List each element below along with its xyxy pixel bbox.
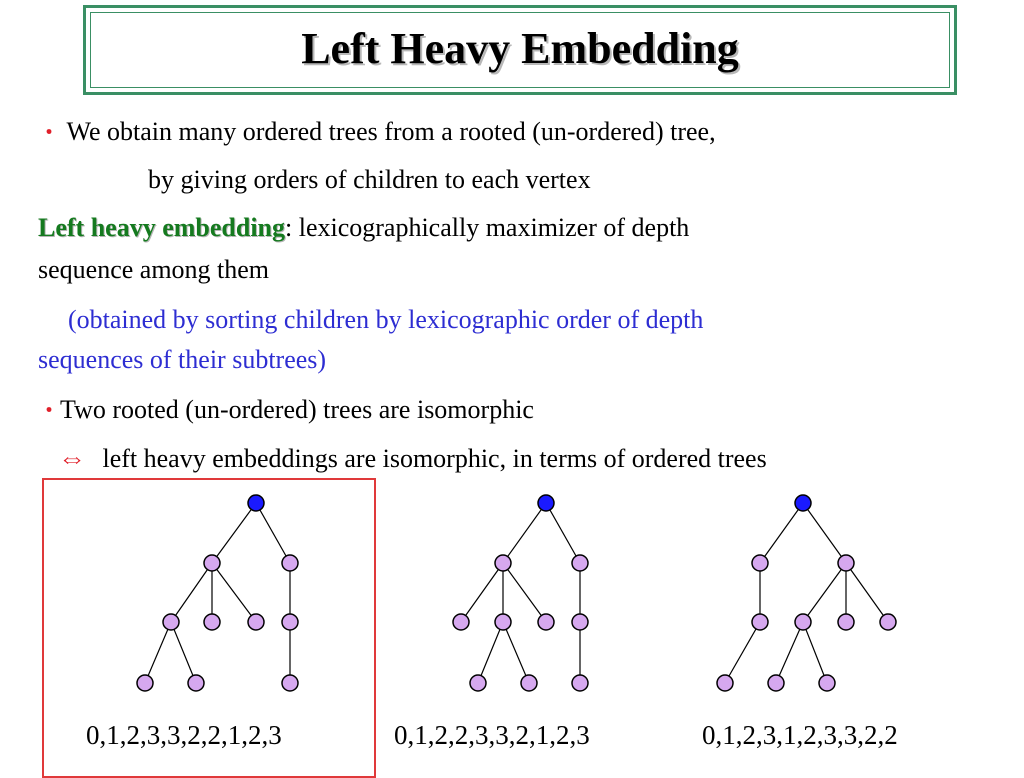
tree-2-node <box>538 614 554 630</box>
tree-2-node <box>572 614 588 630</box>
bullet-text-1: We obtain many ordered trees from a rooted (un-ordered) tree, <box>66 117 716 146</box>
depth-sequence-3: 0,1,2,3,1,2,3,3,2,2 <box>702 720 898 750</box>
note-line-2: sequences of their subtrees) <box>38 345 327 374</box>
tree-2-node <box>521 675 537 691</box>
tree-2-node <box>495 614 511 630</box>
term-left-heavy-embedding: Left heavy embedding <box>38 213 285 242</box>
tree-1 <box>145 503 290 683</box>
tree-3-node <box>880 614 896 630</box>
tree-3-node <box>717 675 733 691</box>
tree-1-node <box>282 555 298 571</box>
tree-3-node <box>752 614 768 630</box>
tree-1-node <box>248 614 264 630</box>
tree-1-node <box>282 614 298 630</box>
tree-1-node <box>204 614 220 630</box>
depth-sequence-2: 0,1,2,2,3,3,2,1,2,3 <box>394 720 590 750</box>
tree-3-node <box>752 555 768 571</box>
tree-1-root-node <box>248 495 264 511</box>
tree-2-node <box>495 555 511 571</box>
tree-1-node <box>163 614 179 630</box>
tree-3-node <box>838 614 854 630</box>
tree-1-node <box>204 555 220 571</box>
tree-2-node <box>453 614 469 630</box>
definition-text: : lexicographically maximizer of depth <box>285 213 690 242</box>
tree-2-node <box>470 675 486 691</box>
tree-1-node <box>137 675 153 691</box>
tree-3-node <box>838 555 854 571</box>
tree-3-root-node <box>795 495 811 511</box>
tree-2 <box>461 503 580 683</box>
tree-2-root-node <box>538 495 554 511</box>
page-title: Left Heavy Embedding <box>301 23 739 73</box>
tree-3-nodes <box>717 495 896 691</box>
tree-2-node <box>572 675 588 691</box>
bullet-text-2: Two rooted (un-ordered) trees are isomorphic <box>60 395 534 424</box>
tree-1-nodes <box>137 495 298 691</box>
bullet-marker-2: ・ <box>38 398 61 423</box>
iff-text: left heavy embeddings are isomorphic, in terms of ordered trees <box>102 444 767 473</box>
tree-1-node <box>188 675 204 691</box>
tree-3-node <box>819 675 835 691</box>
tree-3-node <box>795 614 811 630</box>
tree-3 <box>725 503 888 683</box>
iff-arrow-icon: ⇔ <box>58 443 86 474</box>
definition-line-cont: sequence among them <box>38 255 270 284</box>
tree-2-node <box>572 555 588 571</box>
tree-3-node <box>768 675 784 691</box>
bullet-marker: ・ <box>38 120 61 145</box>
depth-sequence-1: 0,1,2,3,3,2,2,1,2,3 <box>86 720 282 750</box>
tree-1-node <box>282 675 298 691</box>
bullet-line-1-cont: by giving orders of children to each vertex <box>148 165 591 194</box>
note-line-1: (obtained by sorting children by lexicographic order of depth <box>68 305 704 334</box>
